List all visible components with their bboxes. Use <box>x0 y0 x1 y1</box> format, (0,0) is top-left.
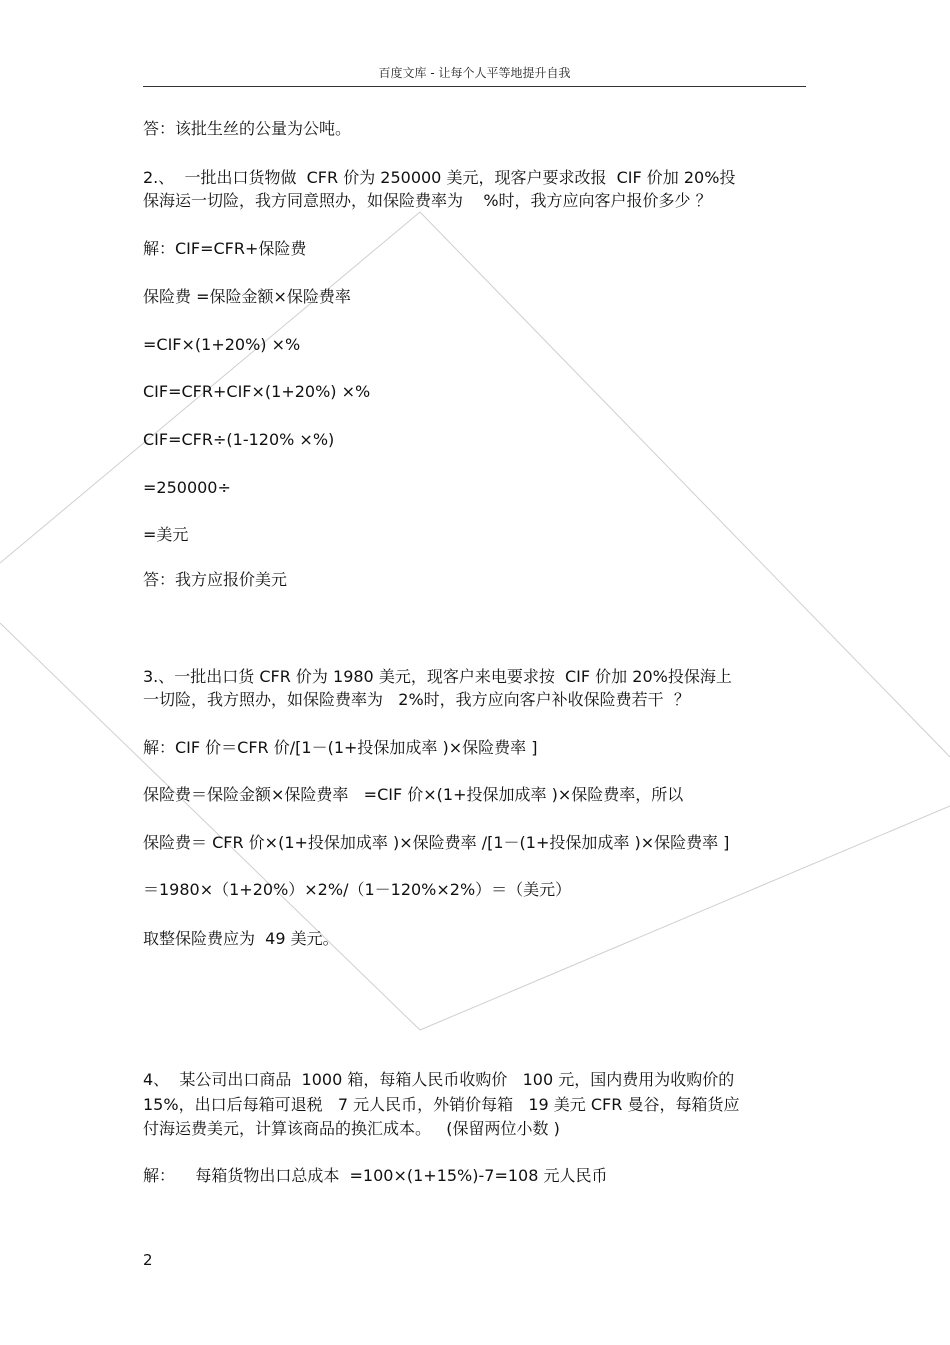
text-line: =CIF×(1+20%) ×% <box>143 335 301 354</box>
text-line: 保险费 =保险金额×保险费率 <box>143 287 351 306</box>
text-line: 解：CIF=CFR+保险费 <box>143 239 307 258</box>
text-line: 答：该批生丝的公量为公吨。 <box>143 119 352 138</box>
text-line: 15%，出口后每箱可退税 7 元人民币，外销价每箱 19 美元 CFR 曼谷，每箱货应 <box>143 1095 740 1114</box>
header-divider <box>143 86 806 87</box>
page-header: 百度文库 - 让每个人平等地提升自我 <box>378 66 571 80</box>
text-line: 取整保险费应为 49 美元。 <box>143 929 339 948</box>
text-line: CIF=CFR÷(1-120% ×%) <box>143 430 335 449</box>
text-line: 一切险，我方照办，如保险费率为 2%时，我方应向客户补收保险费若干 ？ <box>143 690 690 709</box>
page-number: 2 <box>143 1251 153 1269</box>
text-line: 4、 某公司出口商品 1000 箱，每箱人民币收购价 100 元，国内费用为收购价的 <box>143 1070 735 1089</box>
text-line: ＝1980×（1+20%）×2%/（1－120%×2%）＝（美元） <box>143 880 572 899</box>
text-line: 答：我方应报价美元 <box>143 570 288 589</box>
text-line: 2.、 一批出口货物做 CFR 价为 250000 美元，现客户要求改报 CIF 价加 20%投 <box>143 168 736 187</box>
text-line: =250000÷ <box>143 478 231 497</box>
text-line: 解： 每箱货物出口总成本 =100×(1+15%)-7=108 元人民币 <box>143 1166 608 1185</box>
text-line: 解：CIF 价＝CFR 价/[1－(1+投保加成率 )×保险费率 ] <box>143 738 538 757</box>
text-line: =美元 <box>143 525 189 544</box>
text-line: 保险费＝ CFR 价×(1+投保加成率 )×保险费率 /[1－(1+投保加成率 )×保险费率 ] <box>143 833 730 852</box>
text-line: CIF=CFR+CIF×(1+20%) ×% <box>143 382 371 401</box>
text-line: 付海运费美元，计算该商品的换汇成本。 (保留两位小数 ) <box>143 1119 560 1138</box>
text-line: 3.、一批出口货 CFR 价为 1980 美元，现客户来电要求按 CIF 价加 20%投保海上 <box>143 667 732 686</box>
text-line: 保海运一切险，我方同意照办，如保险费率为 %时，我方应向客户报价多少 ？ <box>143 191 712 210</box>
text-line: 保险费＝保险金额×保险费率 =CIF 价×(1+投保加成率 )×保险费率，所以 <box>143 785 684 804</box>
